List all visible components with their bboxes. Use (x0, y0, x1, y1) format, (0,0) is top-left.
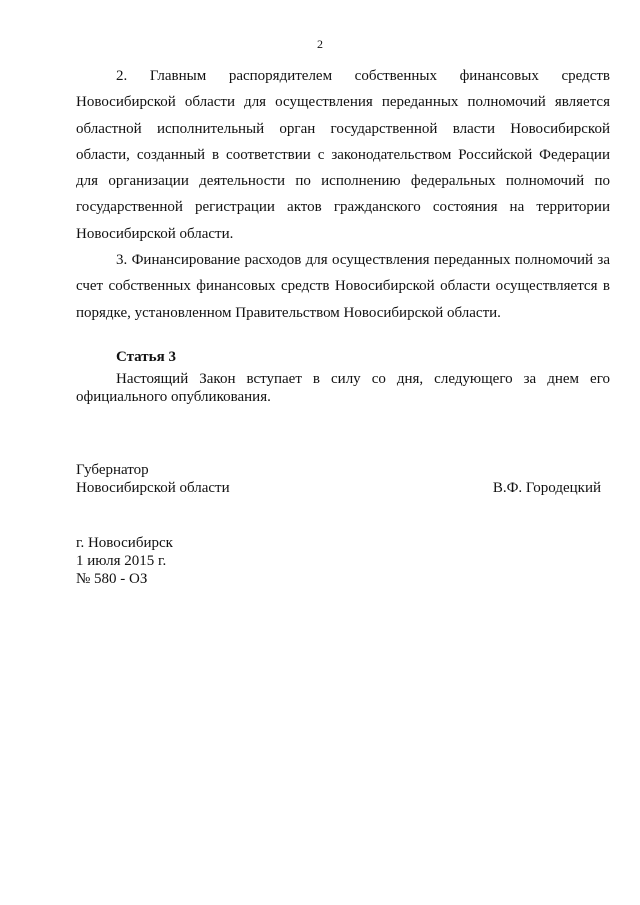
article-3 (76, 348, 610, 406)
page-number: 2 (317, 37, 323, 51)
meta-place: г. Новосибирск (76, 535, 173, 551)
meta-number: № 580 - ОЗ (76, 571, 148, 587)
document-meta (76, 534, 173, 588)
article-3-heading: Статья 3 (116, 349, 176, 365)
signature-title-line1: Губернатор (76, 462, 149, 478)
meta-date: 1 июля 2015 г. (76, 553, 167, 569)
signatory-name: В.Ф. Городецкий (492, 480, 601, 496)
signature-block (76, 461, 601, 497)
article-2-continuation (76, 63, 610, 326)
paragraph-3: 3. Финансирование расходов для осуществления переданных полномочий за счет собственных финансовых средств Новосибирской области осуществляется в порядке, установленном Правительством Новосибирской области. (76, 252, 610, 321)
signature-row (76, 479, 601, 497)
article-3-text: Настоящий Закон вступает в силу со дня, следующего за днем его официального опубликования. (76, 371, 610, 405)
paragraph-2: 2. Главным распорядителем собственных финансовых средств Новосибирской области для осуществления переданных полномочий является областной исполнительный орган государственной власти Новосибирской области, созданный в соответствии с законодательством Российской Федерации для организации деятельности по исполнению федеральных полномочий по государственной регистрации актов гражданского состояния на территории Новосибирской области. (76, 68, 610, 242)
signature-title-line2: Новосибирской области (76, 480, 230, 496)
